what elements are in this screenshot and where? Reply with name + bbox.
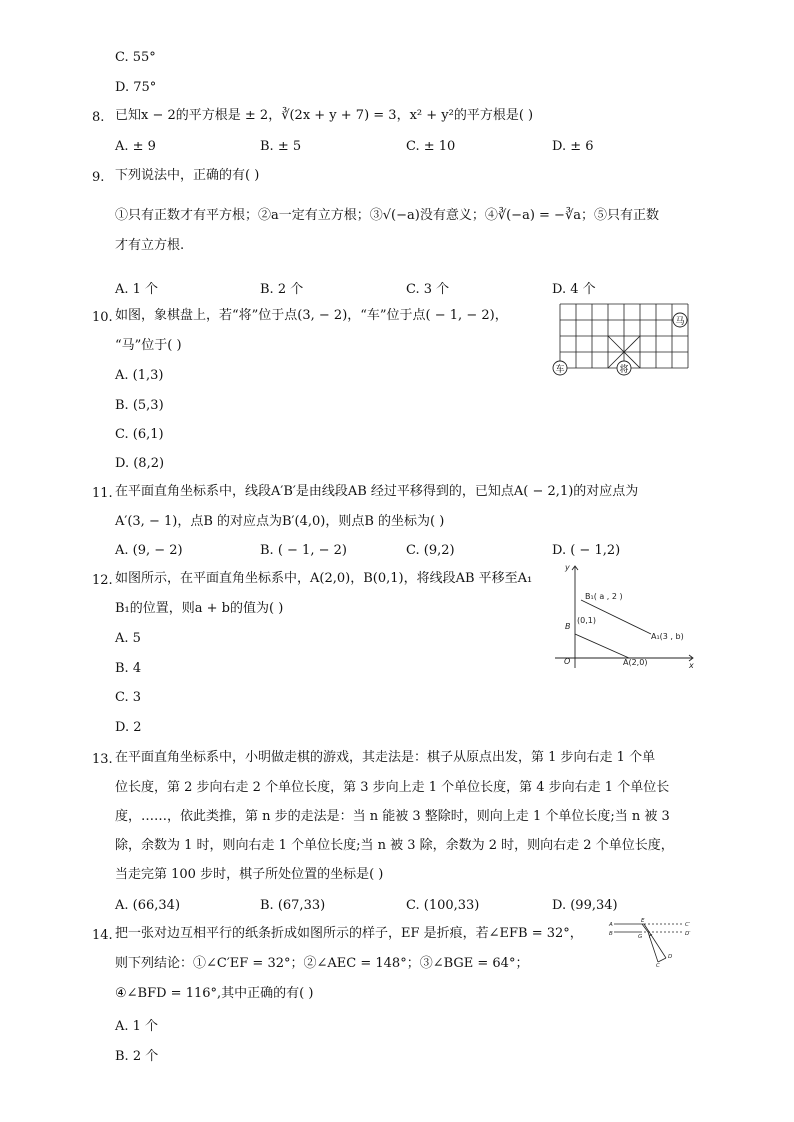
q14-stem-line3: ④∠BFD = 116°,其中正确的有( ) [115,986,314,1001]
point-b-label: B [565,622,571,631]
q11-stem-line2: A′(3, − 1)，点B 的对应点为B′(4,0)，则点B 的坐标为( ) [115,514,445,529]
q9-option-a: A. 1 个 [115,282,159,297]
q12-stem-line2: B₁的位置，则a + b的值为( ) [115,601,284,616]
label-g: G [638,934,643,940]
q11-number: 11. [92,486,113,501]
q13-option-a: A. (66,34) [115,898,181,913]
q13-option-c: C. (100,33) [406,898,480,913]
q12-stem-line1: 如图所示，在平面直角坐标系中，A(2,0)，B(0,1)，将线段AB 平移至A₁ [115,571,533,586]
q8-option-c: C. ± 10 [406,139,456,154]
q14-option-b: B. 2 个 [115,1049,159,1064]
q10-number: 10. [92,310,113,325]
q13-number: 13. [92,752,113,767]
q9-number: 9. [92,170,105,185]
q11-option-d: D. ( − 1,2) [552,543,621,558]
q9-option-b: B. 2 个 [260,282,304,297]
q13-line-2: 位长度，第 2 步向右走 2 个单位长度，第 3 步向上走 1 个单位长度，第 4 步向右走 1 个单位长 [115,780,670,795]
origin-label: O [564,657,571,666]
horse-piece [673,313,687,327]
point-b1-label: B₁( a , 2 ) [585,592,623,601]
q7-option-d: D. 75° [115,80,157,95]
general-piece [617,361,631,375]
q13-line-3: 度，……，依此类推，第 n 步的走法是：当 n 能被 3 整除时，则向上走 1 个单位长度;当 n 被 3 [115,809,670,824]
point-b-coord: (0,1) [577,616,596,625]
q13-line-5: 当走完第 100 步时，棋子所处位置的坐标是( ) [115,867,384,882]
label-d: D [668,954,673,960]
segment-ab [575,634,629,658]
q10-stem-line1: 如图，象棋盘上，若“将”位于点(3, − 2)，“车”位于点( − 1, − 2)， [115,308,508,323]
q14-folded-strip-figure [608,918,700,968]
svg-text:车: 车 [555,365,565,375]
q13-line-1: 在平面直角坐标系中，小明做走棋的游戏，其走法是：棋子从原点出发，第 1 步向右走 1 个单 [115,750,656,765]
q8-option-a: A. ± 9 [115,139,156,154]
q11-option-c: C. (9,2) [406,543,455,558]
q12-coordinate-figure [555,560,700,670]
q9-body-line2: 才有立方根. [115,238,185,253]
label-b: B [609,931,613,937]
q10-stem-line2: “马”位于( ) [115,338,182,353]
q12-option-d: D. 2 [115,720,142,735]
point-a1-label: A₁(3 , b) [651,632,684,641]
svg-text:马: 马 [675,317,685,327]
q9-stem: 下列说法中，正确的有( ) [115,168,260,183]
q8-option-b: B. ± 5 [260,139,302,154]
q9-option-d: D. 4 个 [552,282,596,297]
q12-option-c: C. 3 [115,690,142,705]
svg-text:将: 将 [619,365,629,375]
q10-option-b: B. (5,3) [115,398,164,413]
q14-stem-line1: 把一张对边互相平行的纸条折成如图所示的样子，EF 是折痕，若∠EFB = 32°， [115,926,583,941]
q8-option-d: D. ± 6 [552,139,594,154]
point-a-label: A(2,0) [623,658,648,667]
q13-option-d: D. (99,34) [552,898,618,913]
chariot-piece [553,361,567,375]
q10-option-a: A. (1,3) [115,368,164,383]
q12-number: 12. [92,573,113,588]
q9-body-line1: ①只有正数才有平方根；②a一定有立方根；③√(−a)没有意义；④∛(−a) = −∛a；⑤只有正数 [115,208,659,223]
q13-option-b: B. (67,33) [260,898,326,913]
q11-stem-line1: 在平面直角坐标系中，线段A′B′是由线段AB 经过平移得到的，已知点A( − 2,1)的对应点为 [115,484,639,499]
label-f: F [649,934,653,940]
q11-option-a: A. (9, − 2) [115,543,183,558]
label-c: C [656,963,660,968]
y-axis-label: y [565,563,570,572]
q14-stem-line2: 则下列结论：①∠C′EF = 32°；②∠AEC = 148°；③∠BGE = 64°； [115,956,529,971]
q9-option-c: C. 3 个 [406,282,450,297]
q12-option-a: A. 5 [115,631,141,646]
q11-option-b: B. ( − 1, − 2) [260,543,347,558]
q10-option-c: C. (6,1) [115,427,164,442]
q8-number: 8. [92,110,105,125]
q13-line-4: 除，余数为 1 时，则向右走 1 个单位长度;当 n 被 3 除，余数为 2 时，则向右走 2 个单位长度， [115,838,674,853]
q7-option-c: C. 55° [115,50,156,65]
q10-chessboard-figure [552,300,697,378]
label-c-prime: C′ [685,922,691,928]
q14-number: 14. [92,928,113,943]
label-a: A [609,922,613,928]
q14-option-a: A. 1 个 [115,1019,159,1034]
x-axis-label: x [689,661,694,670]
label-e: E [641,918,645,924]
q8-stem: 已知x − 2的平方根是 ± 2，∛(2x + y + 7) = 3，x² + y²的平方根是( ) [115,108,534,123]
q12-option-b: B. 4 [115,661,142,676]
label-d-prime: D′ [685,931,691,937]
q10-option-d: D. (8,2) [115,456,165,471]
